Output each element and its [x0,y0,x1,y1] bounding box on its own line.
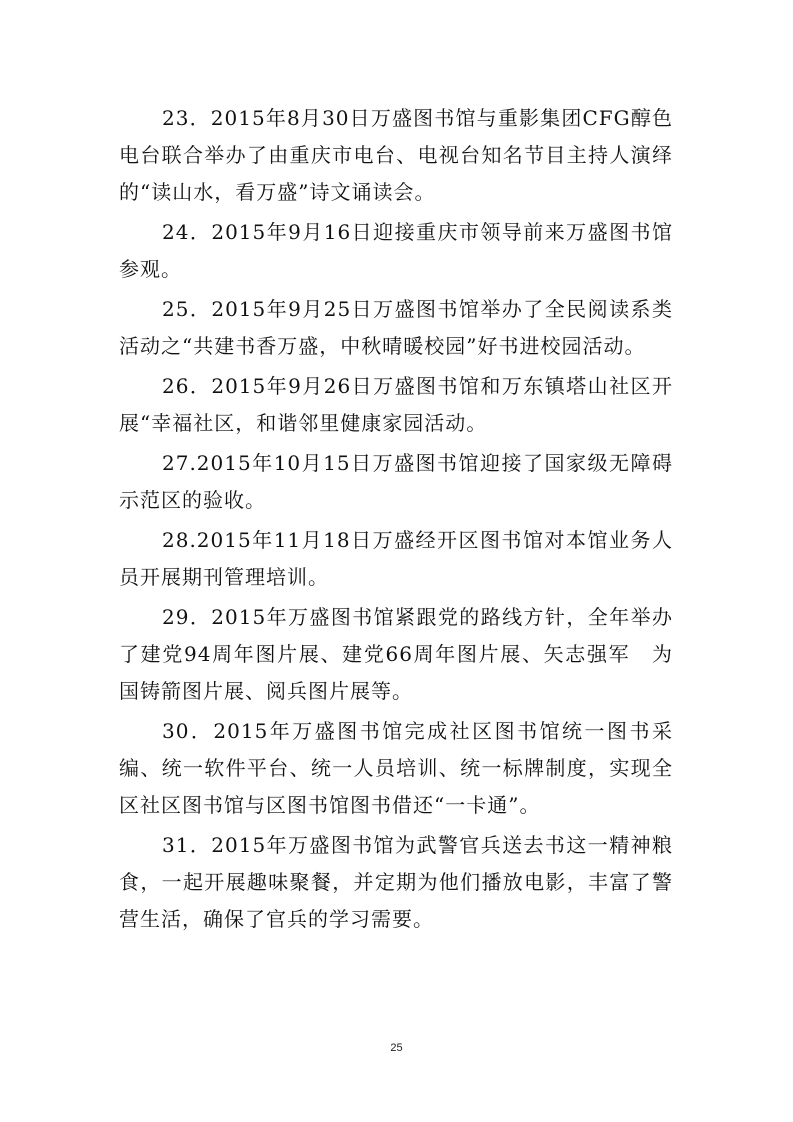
paragraph-item-28: 28.2015年11月18日万盛经开区图书馆对本馆业务人员开展期刊管理培训。 [119,528,673,589]
paragraph-item-26: 26．2015年9月26日万盛图书馆和万东镇塔山社区开展“幸福社区，和谐邻里健康家园活动。 [119,374,673,435]
paragraph-item-23: 23．2015年8月30日万盛图书馆与重影集团CFG醇色电台联合举办了由重庆市电台、电视台知名节目主持人演绎的“读山水，看万盛”诗文诵读会。 [119,106,673,204]
paragraph-item-29: 29．2015年万盛图书馆紧跟党的路线方针，全年举办了建党94周年图片展、建党66周年图片展、矢志强军 为国铸箭图片展、阅兵图片展等。 [119,605,673,703]
page-number: 25 [390,1042,403,1054]
paragraph-item-25: 25．2015年9月25日万盛图书馆举办了全民阅读系类活动之“共建书香万盛，中秋晴暖校园”好书进校园活动。 [119,297,673,358]
paragraph-item-31: 31．2015年万盛图书馆为武警官兵送去书这一精神粮食，一起开展趣味聚餐，并定期为他们播放电影，丰富了警营生活，确保了官兵的学习需要。 [119,833,673,931]
paragraph-item-27: 27.2015年10月15日万盛图书馆迎接了国家级无障碍示范区的验收。 [119,451,673,512]
paragraph-item-24: 24．2015年9月16日迎接重庆市领导前来万盛图书馆参观。 [119,220,673,281]
paragraph-item-30: 30．2015年万盛图书馆完成社区图书馆统一图书采编、统一软件平台、统一人员培训、统一标牌制度，实现全区社区图书馆与区图书馆图书借还“一卡通”。 [119,719,673,817]
